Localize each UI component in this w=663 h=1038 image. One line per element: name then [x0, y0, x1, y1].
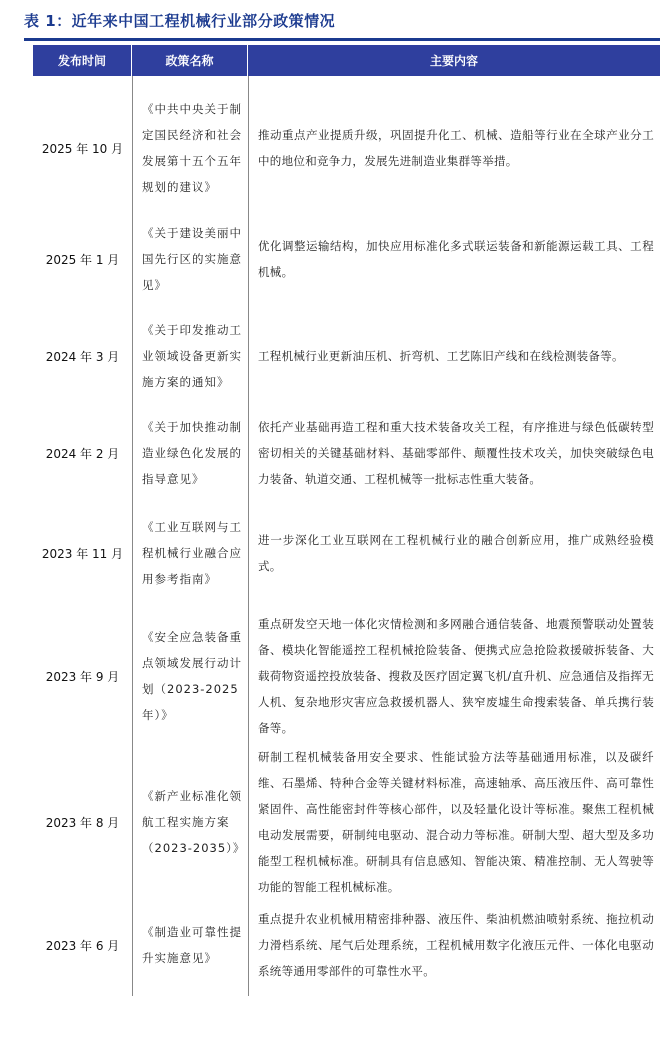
row-date: 2024 年 3 月	[45, 349, 120, 364]
table-row	[33, 610, 660, 742]
table-row	[33, 902, 660, 988]
table-row	[33, 410, 660, 496]
table-row	[33, 82, 660, 214]
row-date: 2025 年 1 月	[45, 252, 120, 267]
row-policy-name: 《关于印发推动工业领域设备更新实施方案的通知》	[142, 323, 242, 389]
row-content: 依托产业基础再造工程和重大技术装备攻关工程，有序推进与绿色低碳转型密切相关的关键基础材料、基础零部件、颠覆性技术攻关，加快突破绿色电力装备、轨道交通、工程机械等一批标志性重大装备。	[258, 420, 654, 486]
row-content: 优化调整运输结构，加快应用标准化多式联运装备和新能源运载工具、工程机械。	[258, 239, 654, 279]
row-content: 重点研发空天地一体化灾情检测和多网融合通信装备、地震预警联动处置装备、模块化智能遥控工程机械抢险装备、便携式应急抢险救援破拆装备、大载荷物资遥控投放装备、搜救及医疗固定翼飞机/直升机、应急通信及指挥无人机、复杂地形灾害应急救援机器人、狭窄废墟生命搜索装备、单兵携行装备等。	[258, 617, 654, 735]
row-policy-name: 《中共中央关于制定国民经济和社会发展第十五个五年规划的建议》	[142, 102, 242, 194]
table-row	[33, 498, 660, 608]
row-date: 2023 年 8 月	[45, 815, 120, 830]
row-content: 进一步深化工业互联网在工程机械行业的融合创新应用，推广成熟经验模式。	[258, 533, 654, 573]
row-policy-name: 《关于加快推动制造业绿色化发展的指导意见》	[142, 420, 242, 486]
row-date: 2023 年 6 月	[45, 938, 120, 953]
row-policy-name: 《制造业可靠性提升实施意见》	[142, 925, 242, 965]
row-content: 研制工程机械装备用安全要求、性能试验方法等基础通用标准，以及碳纤维、石墨烯、特种合金等关键材料标准，高速轴承、高压液压件、高可靠性紧固件、高性能密封件等核心部件，以及轻量化设计等标准。聚焦工程机械电动发展需要，研制纯电驱动、混合动力等标准。研制大型、超大型及多功能型工程机械标准。研制具有信息感知、智能决策、精准控制、无人驾驶等功能的智能工程机械标准。	[258, 750, 654, 894]
row-policy-name: 《安全应急装备重点领域发展行动计划（2023-2025 年）》	[142, 630, 242, 722]
row-content: 重点提升农业机械用精密排种器、液压件、柴油机燃油喷射系统、拖拉机动力滑档系统、尾气后处理系统，工程机械用数字化液压元件、一体化电驱动系统等通用零部件的可靠性水平。	[258, 912, 654, 978]
table-row	[33, 744, 660, 900]
table-row	[33, 216, 660, 302]
row-date: 2024 年 2 月	[45, 446, 120, 461]
row-content: 工程机械行业更新油压机、折弯机、工艺陈旧产线和在线检测装备等。	[258, 349, 624, 363]
table-row	[33, 304, 660, 408]
row-date: 2023 年 11 月	[41, 546, 124, 561]
header-date: 发布时间	[33, 45, 132, 76]
row-policy-name: 《新产业标准化领航工程实施方案（2023-2035）》	[142, 789, 246, 855]
header-policy-name: 政策名称	[132, 45, 248, 76]
header-content: 主要内容	[429, 54, 478, 68]
row-date: 2025 年 10 月	[41, 141, 124, 156]
row-content: 推动重点产业提质升级，巩固提升化工、机械、造船等行业在全球产业分工中的地位和竞争力，发展先进制造业集群等举措。	[258, 128, 654, 168]
table-header	[33, 45, 660, 76]
table-title: 表 1：近年来中国工程机械行业部分政策情况	[24, 12, 336, 30]
row-policy-name: 《关于建设美丽中国先行区的实施意见》	[142, 226, 242, 292]
row-date: 2023 年 9 月	[45, 669, 120, 684]
title-rule	[24, 38, 660, 41]
row-policy-name: 《工业互联网与工程机械行业融合应用参考指南》	[142, 520, 242, 586]
